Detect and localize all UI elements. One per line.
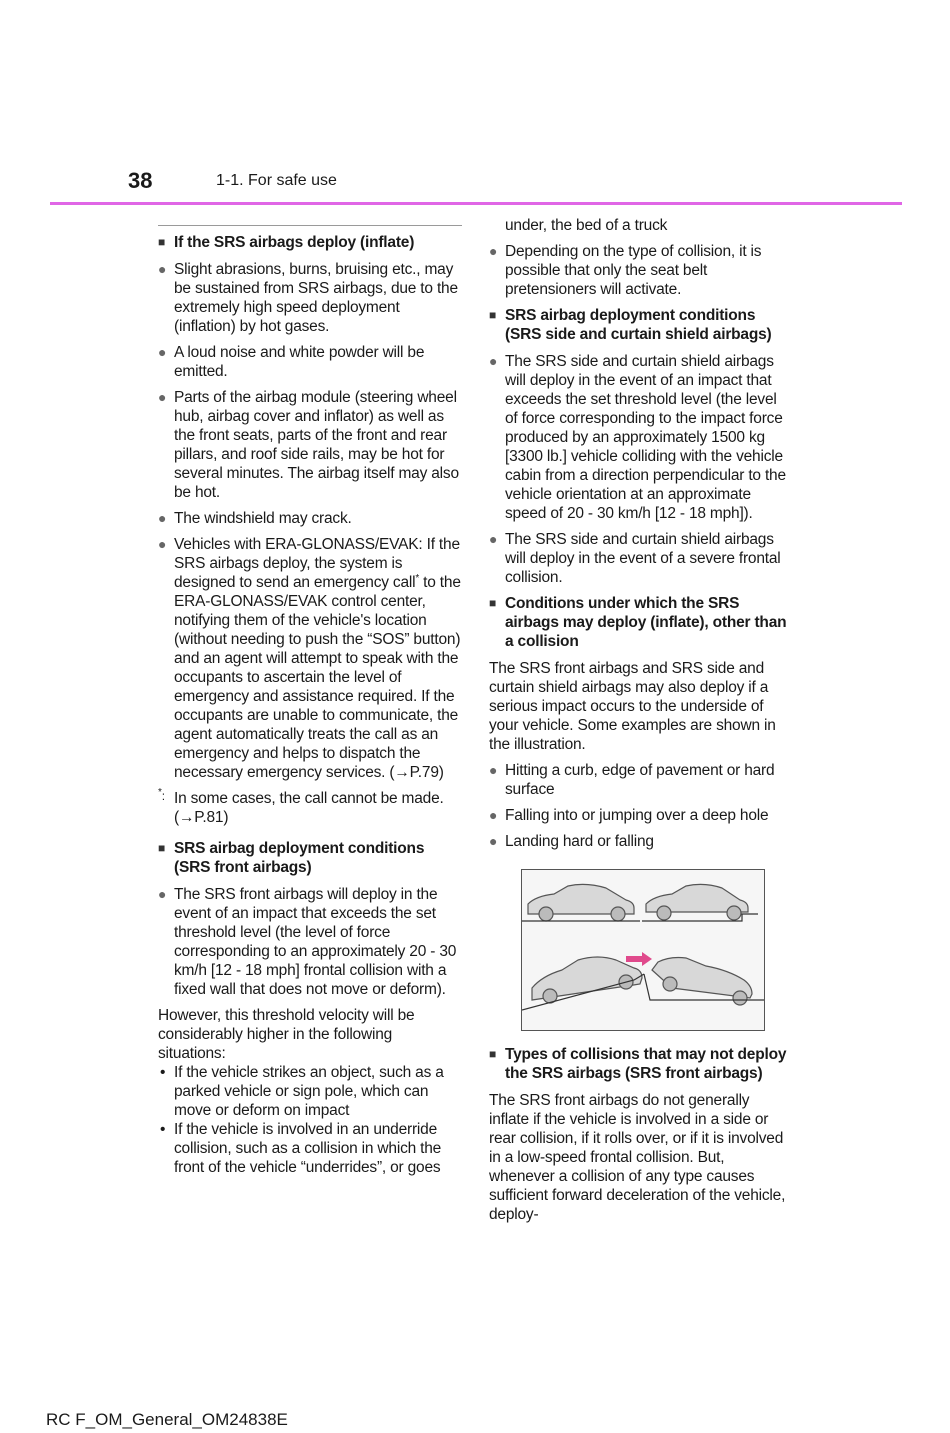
heading-text: SRS airbag deployment conditions (SRS front airbags) [174, 840, 425, 876]
heading-side-conditions [489, 306, 793, 344]
bullet-dot: ● [158, 886, 167, 902]
impact-arrow-icon [626, 952, 652, 966]
bullet-text: The windshield may crack. [174, 510, 352, 527]
bullet-dot: ● [489, 807, 498, 823]
square-marker: ■ [158, 235, 166, 249]
heading-no-deploy [489, 1045, 793, 1083]
right-column [489, 216, 793, 1231]
footnote [158, 789, 462, 827]
bullet-dot: ● [158, 536, 167, 552]
bullet-text: Hitting a curb, edge of pavement or hard surface [505, 762, 775, 798]
paragraph: However, this threshold velocity will be considerably higher in the following situations: [158, 1007, 415, 1062]
bullet-text: The SRS side and curtain shield airbags will deploy in the event of a severe frontal collision. [505, 531, 781, 586]
bullet-text: A loud noise and white powder will be emitted. [174, 344, 425, 380]
vehicle-impact-illustration [521, 869, 765, 1031]
list-item [489, 806, 793, 825]
bullet-dot: ● [489, 243, 498, 259]
bullet-dot: ● [158, 344, 167, 360]
dash-marker: • [160, 1064, 166, 1081]
footnote-marker: * [415, 572, 420, 584]
column-rule [158, 225, 462, 226]
illustration-svg [522, 870, 764, 1030]
dash-marker: • [160, 1121, 166, 1138]
footnote-text: In some cases, the call cannot be made. (→P.81) [174, 790, 444, 826]
heading-text: SRS airbag deployment conditions (SRS side and curtain shield airbags) [505, 307, 772, 343]
bullet-dot: ● [489, 762, 498, 778]
bullet-dot: ● [489, 531, 498, 547]
heading-front-conditions [158, 839, 462, 877]
bullet-dot: ● [489, 833, 498, 849]
list-item [158, 343, 462, 381]
bullet-dot: ● [158, 389, 167, 405]
bullet-text: The SRS side and curtain shield airbags will deploy in the event of an impact that exceeds the set threshold level (the level of force corresponding to the impact force produced by an approximately 1500 kg [3300 lb.] vehicle colliding with the vehicle cabin from a direction perpendicular to the vehicle orientation at an approximate speed of 20 - 30 km/h [12 - 18 mph]). [505, 353, 786, 522]
list-item [158, 535, 462, 782]
square-marker: ■ [489, 308, 497, 322]
heading-text: If the SRS airbags deploy (inflate) [174, 234, 415, 251]
bullet-text-wrap [174, 535, 462, 782]
list-item [489, 761, 793, 799]
bullet-text: The SRS front airbags will deploy in the event of an impact that exceeds the set threshold level (the level of force corresponding to an approximately 20 - 30 km/h [12 - 18 mph] frontal collision with a fixed wall that does not move or deform). [174, 886, 457, 998]
list-item [489, 242, 793, 299]
list-item [158, 260, 462, 336]
section-title: 1-1. For safe use [216, 172, 337, 189]
dash-text: If the vehicle strikes an object, such as a parked vehicle or sign pole, which can move or deform on impact [174, 1064, 444, 1119]
continued-text: under, the bed of a truck [505, 217, 668, 234]
bullet-text: Falling into or jumping over a deep hole [505, 807, 769, 824]
footer-doc-id: RC F_OM_General_OM24838E [46, 1410, 288, 1429]
heading-text: Types of collisions that may not deploy the SRS airbags (SRS front airbags) [505, 1046, 787, 1082]
square-marker: ■ [158, 841, 166, 855]
bullet-text: Slight abrasions, burns, bruising etc., may be sustained from SRS airbags, due to the extremely high speed deployment (inflation) by hot gases. [174, 261, 458, 335]
list-item [158, 509, 462, 528]
heading-text: Conditions under which the SRS airbags may deploy (inflate), other than a collision [505, 595, 787, 650]
list-item [489, 352, 793, 523]
paragraph: The SRS front airbags do not generally inflate if the vehicle is involved in a side or rear collision, if it rolls over, or if it is involved in a low-speed frontal collision. But, whenever a collision of any type causes sufficient forward deceleration of the vehicle, deploy- [489, 1092, 786, 1223]
bullet-text-part: Vehicles with ERA-GLONASS/EVAK: If the SRS airbags deploy, the system is designed to send an emergency call [174, 536, 460, 591]
bullet-text-part: to the ERA-GLONASS/EVAK control center, notifying them of the vehicle's location (without needing to push the “SOS” button) and an agent will attempt to speak with the occupants to ascertain the level of emergency and assistance required. If the occupants are unable to communicate, the agent automatically treats the call as an emergency and helps to dispatch the necessary emergency services. (→P.79) [174, 574, 461, 781]
bullet-text: Landing hard or falling [505, 833, 654, 850]
square-marker: ■ [489, 596, 497, 610]
paragraph: The SRS front airbags and SRS side and curtain shield airbags may also deploy if a serious impact occurs to the underside of your vehicle. Some examples are shown in the illustration. [489, 660, 776, 753]
list-item [158, 388, 462, 502]
list-item [489, 832, 793, 851]
square-marker: ■ [489, 1047, 497, 1061]
bullet-text: Depending on the type of collision, it is possible that only the seat belt pretensioners will activate. [505, 243, 762, 298]
list-item [158, 885, 462, 999]
left-column [158, 233, 462, 1177]
heading-other-conditions [489, 594, 793, 651]
bullet-dot: ● [158, 261, 167, 277]
dash-item [158, 1120, 462, 1177]
bullet-dot: ● [489, 353, 498, 369]
dash-text: If the vehicle is involved in an underride collision, such as a collision in which the front of the vehicle “underrides”, or goes [174, 1121, 442, 1176]
page-number: 38 [128, 168, 153, 193]
header-rule [50, 202, 902, 205]
heading-deploy [158, 233, 462, 252]
dash-item [158, 1063, 462, 1120]
bullet-dot: ● [158, 510, 167, 526]
bullet-text: Parts of the airbag module (steering wheel hub, airbag cover and inflator) as well as the front seats, parts of the front and rear pillars, and roof side rails, may be hot for several minutes. The airbag itself may also be hot. [174, 389, 459, 501]
list-item [489, 530, 793, 587]
footnote-star: *: [158, 787, 165, 803]
